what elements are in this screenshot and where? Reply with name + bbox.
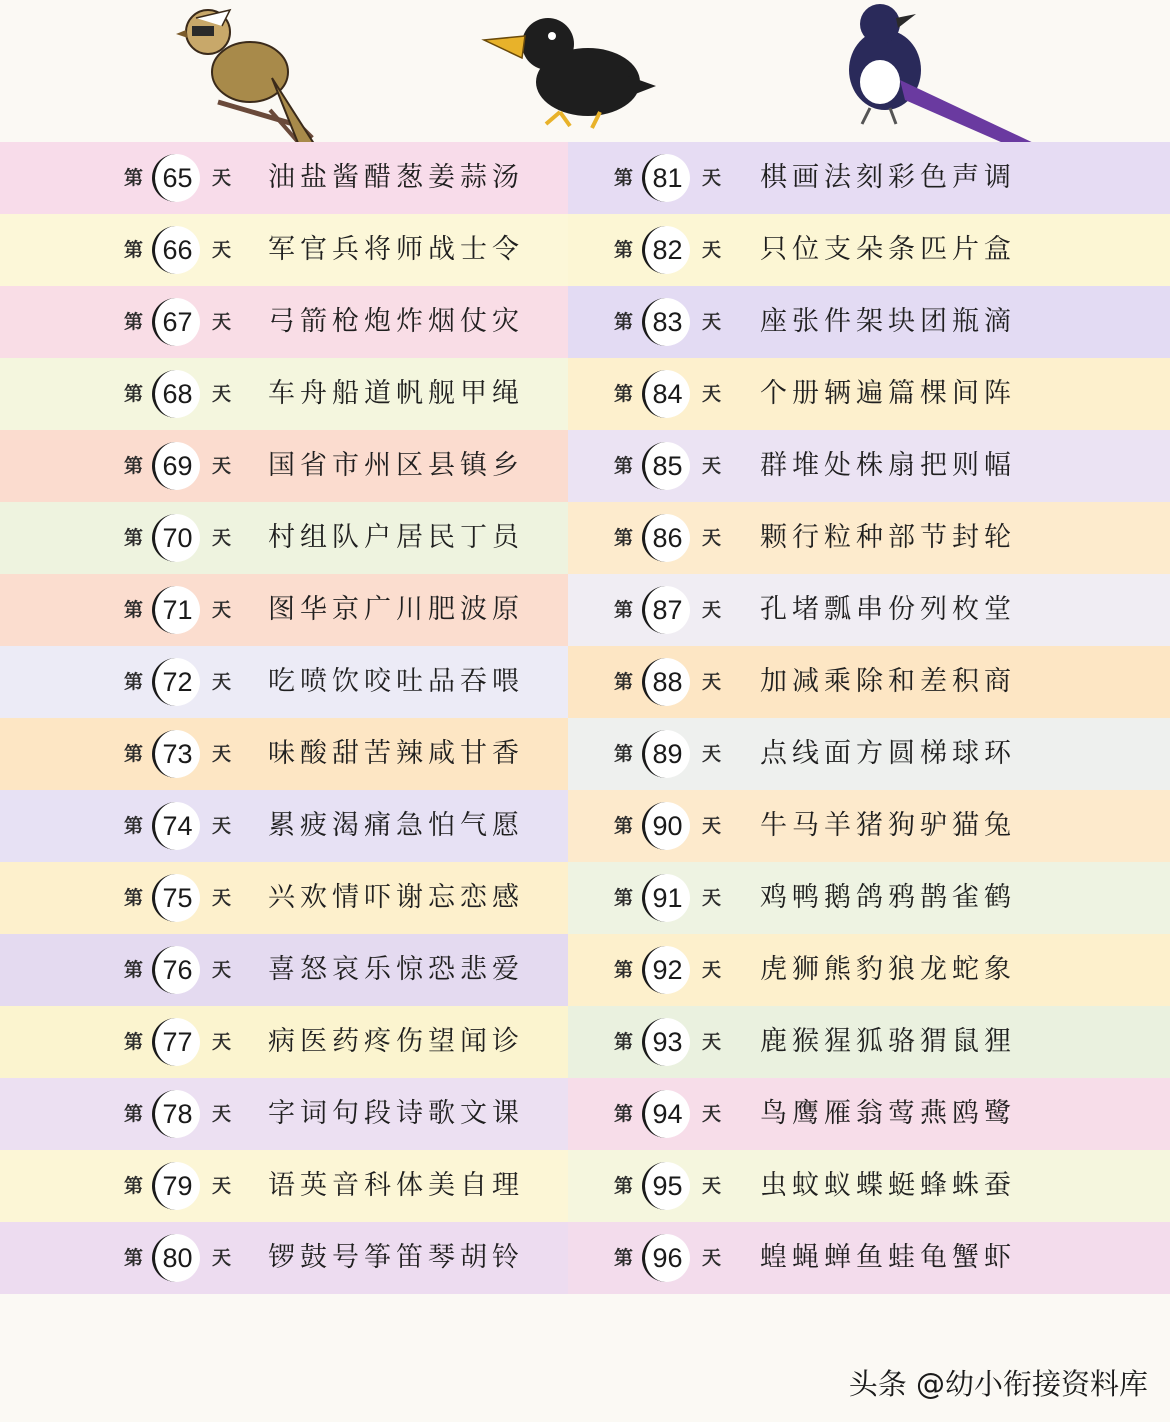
day-row	[0, 358, 575, 430]
character-list: 累疲渴痛急怕气愿	[268, 810, 524, 841]
day-prefix: 第	[124, 671, 144, 693]
day-number-badge: 87	[642, 586, 690, 634]
character-list: 鸡鸭鹅鸽鸦鹊雀鹤	[760, 882, 1016, 913]
day-number-badge: 77	[152, 1018, 200, 1066]
character-list: 油盐酱醋葱姜蒜汤	[268, 162, 524, 193]
character-list: 孔堵瓢串份列枚堂	[760, 594, 1016, 625]
day-prefix: 第	[614, 527, 634, 549]
bird-illustrations	[0, 0, 1170, 150]
day-number-badge: 70	[152, 514, 200, 562]
day-suffix: 天	[702, 167, 722, 189]
character-list: 只位支朵条匹片盒	[760, 234, 1016, 265]
day-suffix: 天	[702, 1247, 722, 1269]
day-row	[568, 934, 1170, 1006]
day-prefix: 第	[124, 311, 144, 333]
day-row	[0, 862, 575, 934]
character-list: 鸟鹰雁翁莺燕鸥鹭	[760, 1098, 1016, 1129]
day-row	[0, 790, 575, 862]
day-number-badge: 94	[642, 1090, 690, 1138]
day-row	[568, 1150, 1170, 1222]
character-list: 鹿猴猩狐骆猬鼠狸	[760, 1026, 1016, 1057]
character-list: 味酸甜苦辣咸甘香	[268, 738, 524, 769]
day-number-badge: 95	[642, 1162, 690, 1210]
day-suffix: 天	[702, 743, 722, 765]
day-number-badge: 72	[152, 658, 200, 706]
character-list: 个册辆遍篇棵间阵	[760, 378, 1016, 409]
day-number-badge: 75	[152, 874, 200, 922]
day-row	[0, 1006, 575, 1078]
day-prefix: 第	[614, 383, 634, 405]
day-suffix: 天	[702, 1031, 722, 1053]
day-suffix: 天	[702, 671, 722, 693]
character-list: 虫蚊蚁蝶蜓蜂蛛蚕	[760, 1170, 1016, 1201]
day-number-badge: 78	[152, 1090, 200, 1138]
day-prefix: 第	[614, 311, 634, 333]
day-row	[0, 1222, 575, 1294]
day-prefix: 第	[614, 239, 634, 261]
day-suffix: 天	[702, 1103, 722, 1125]
day-prefix: 第	[614, 167, 634, 189]
day-suffix: 天	[212, 455, 232, 477]
watermark: 头条 @幼小衔接资料库	[848, 1367, 1148, 1401]
day-suffix: 天	[702, 887, 722, 909]
sparrow-icon	[176, 10, 318, 150]
character-list: 喜怒哀乐惊恐悲爱	[268, 954, 524, 985]
day-prefix: 第	[124, 599, 144, 621]
day-row	[568, 502, 1170, 574]
day-row	[0, 214, 575, 286]
character-list: 吃喷饮咬吐品吞喂	[268, 666, 524, 697]
day-suffix: 天	[702, 959, 722, 981]
day-row	[568, 718, 1170, 790]
day-number-badge: 84	[642, 370, 690, 418]
day-number-badge: 90	[642, 802, 690, 850]
day-row	[568, 1006, 1170, 1078]
day-prefix: 第	[614, 959, 634, 981]
day-number-badge: 89	[642, 730, 690, 778]
day-number-badge: 96	[642, 1234, 690, 1282]
character-list: 村组队户居民丁员	[268, 522, 524, 553]
day-suffix: 天	[702, 599, 722, 621]
day-prefix: 第	[124, 1175, 144, 1197]
day-number-badge: 88	[642, 658, 690, 706]
day-number-badge: 91	[642, 874, 690, 922]
day-row	[0, 430, 575, 502]
character-list: 点线面方圆梯球环	[760, 738, 1016, 769]
character-list: 兴欢情吓谢忘恋感	[268, 882, 524, 913]
day-row	[568, 286, 1170, 358]
character-list: 蝗蝇蝉鱼蛙龟蟹虾	[760, 1242, 1016, 1273]
crow-icon	[484, 18, 656, 128]
day-number-badge: 68	[152, 370, 200, 418]
day-suffix: 天	[212, 239, 232, 261]
left-column	[0, 142, 575, 1294]
character-list: 车舟船道帆舰甲绳	[268, 378, 524, 409]
day-suffix: 天	[212, 743, 232, 765]
character-list: 弓箭枪炮炸烟仗灾	[268, 306, 524, 337]
day-row	[0, 502, 575, 574]
day-prefix: 第	[614, 1175, 634, 1197]
day-prefix: 第	[124, 743, 144, 765]
day-suffix: 天	[212, 167, 232, 189]
day-prefix: 第	[124, 383, 144, 405]
day-suffix: 天	[702, 1175, 722, 1197]
day-prefix: 第	[124, 239, 144, 261]
day-row	[0, 718, 575, 790]
character-list: 加减乘除和差积商	[760, 666, 1016, 697]
day-row	[568, 1222, 1170, 1294]
day-number-badge: 86	[642, 514, 690, 562]
day-suffix: 天	[212, 815, 232, 837]
day-row	[0, 646, 575, 718]
character-list: 国省市州区县镇乡	[268, 450, 524, 481]
day-suffix: 天	[212, 599, 232, 621]
character-list: 棋画法刻彩色声调	[760, 162, 1016, 193]
day-row	[568, 646, 1170, 718]
day-number-badge: 69	[152, 442, 200, 490]
day-row	[0, 1150, 575, 1222]
day-row	[0, 286, 575, 358]
day-number-badge: 93	[642, 1018, 690, 1066]
right-column	[568, 142, 1170, 1294]
day-prefix: 第	[124, 527, 144, 549]
day-suffix: 天	[702, 239, 722, 261]
day-suffix: 天	[702, 383, 722, 405]
day-number-badge: 81	[642, 154, 690, 202]
day-number-badge: 80	[152, 1234, 200, 1282]
day-suffix: 天	[702, 815, 722, 837]
day-row	[0, 574, 575, 646]
day-number-badge: 83	[642, 298, 690, 346]
day-row	[568, 862, 1170, 934]
day-prefix: 第	[614, 599, 634, 621]
day-suffix: 天	[212, 1031, 232, 1053]
character-list: 语英音科体美自理	[268, 1170, 524, 1201]
day-suffix: 天	[212, 1247, 232, 1269]
day-prefix: 第	[124, 959, 144, 981]
day-number-badge: 74	[152, 802, 200, 850]
day-number-badge: 85	[642, 442, 690, 490]
day-prefix: 第	[124, 167, 144, 189]
character-list: 病医药疼伤望闻诊	[268, 1026, 524, 1057]
day-number-badge: 73	[152, 730, 200, 778]
day-prefix: 第	[614, 1103, 634, 1125]
character-list: 虎狮熊豹狼龙蛇象	[760, 954, 1016, 985]
day-number-badge: 71	[152, 586, 200, 634]
day-suffix: 天	[702, 311, 722, 333]
day-prefix: 第	[614, 671, 634, 693]
day-suffix: 天	[212, 887, 232, 909]
day-suffix: 天	[212, 959, 232, 981]
character-list: 群堆处株扇把则幅	[760, 450, 1016, 481]
character-list: 座张件架块团瓶滴	[760, 306, 1016, 337]
day-prefix: 第	[614, 887, 634, 909]
day-prefix: 第	[124, 1247, 144, 1269]
day-row	[568, 1078, 1170, 1150]
day-prefix: 第	[614, 1031, 634, 1053]
day-suffix: 天	[212, 311, 232, 333]
day-prefix: 第	[124, 455, 144, 477]
character-list: 军官兵将师战士令	[268, 234, 524, 265]
day-prefix: 第	[124, 1031, 144, 1053]
day-row	[568, 142, 1170, 214]
day-prefix: 第	[124, 887, 144, 909]
day-row	[568, 430, 1170, 502]
day-number-badge: 82	[642, 226, 690, 274]
character-list: 字词句段诗歌文课	[268, 1098, 524, 1129]
day-number-badge: 76	[152, 946, 200, 994]
day-prefix: 第	[614, 1247, 634, 1269]
character-list: 图华京广川肥波原	[268, 594, 524, 625]
day-prefix: 第	[124, 1103, 144, 1125]
day-suffix: 天	[212, 527, 232, 549]
day-row	[0, 142, 575, 214]
day-suffix: 天	[212, 1103, 232, 1125]
day-prefix: 第	[614, 815, 634, 837]
day-number-badge: 67	[152, 298, 200, 346]
day-number-badge: 66	[152, 226, 200, 274]
day-prefix: 第	[614, 743, 634, 765]
day-row	[568, 790, 1170, 862]
day-row	[0, 1078, 575, 1150]
magpie-icon	[849, 4, 1040, 146]
day-suffix: 天	[702, 527, 722, 549]
day-suffix: 天	[702, 455, 722, 477]
character-list: 锣鼓号筝笛琴胡铃	[268, 1242, 524, 1273]
day-suffix: 天	[212, 1175, 232, 1197]
day-number-badge: 79	[152, 1162, 200, 1210]
character-list: 牛马羊猪狗驴猫兔	[760, 810, 1016, 841]
character-list: 颗行粒种部节封轮	[760, 522, 1016, 553]
day-suffix: 天	[212, 671, 232, 693]
day-number-badge: 92	[642, 946, 690, 994]
day-prefix: 第	[124, 815, 144, 837]
day-row	[568, 358, 1170, 430]
day-row	[568, 574, 1170, 646]
day-number-badge: 65	[152, 154, 200, 202]
day-row	[568, 214, 1170, 286]
day-prefix: 第	[614, 455, 634, 477]
day-suffix: 天	[212, 383, 232, 405]
day-row	[0, 934, 575, 1006]
